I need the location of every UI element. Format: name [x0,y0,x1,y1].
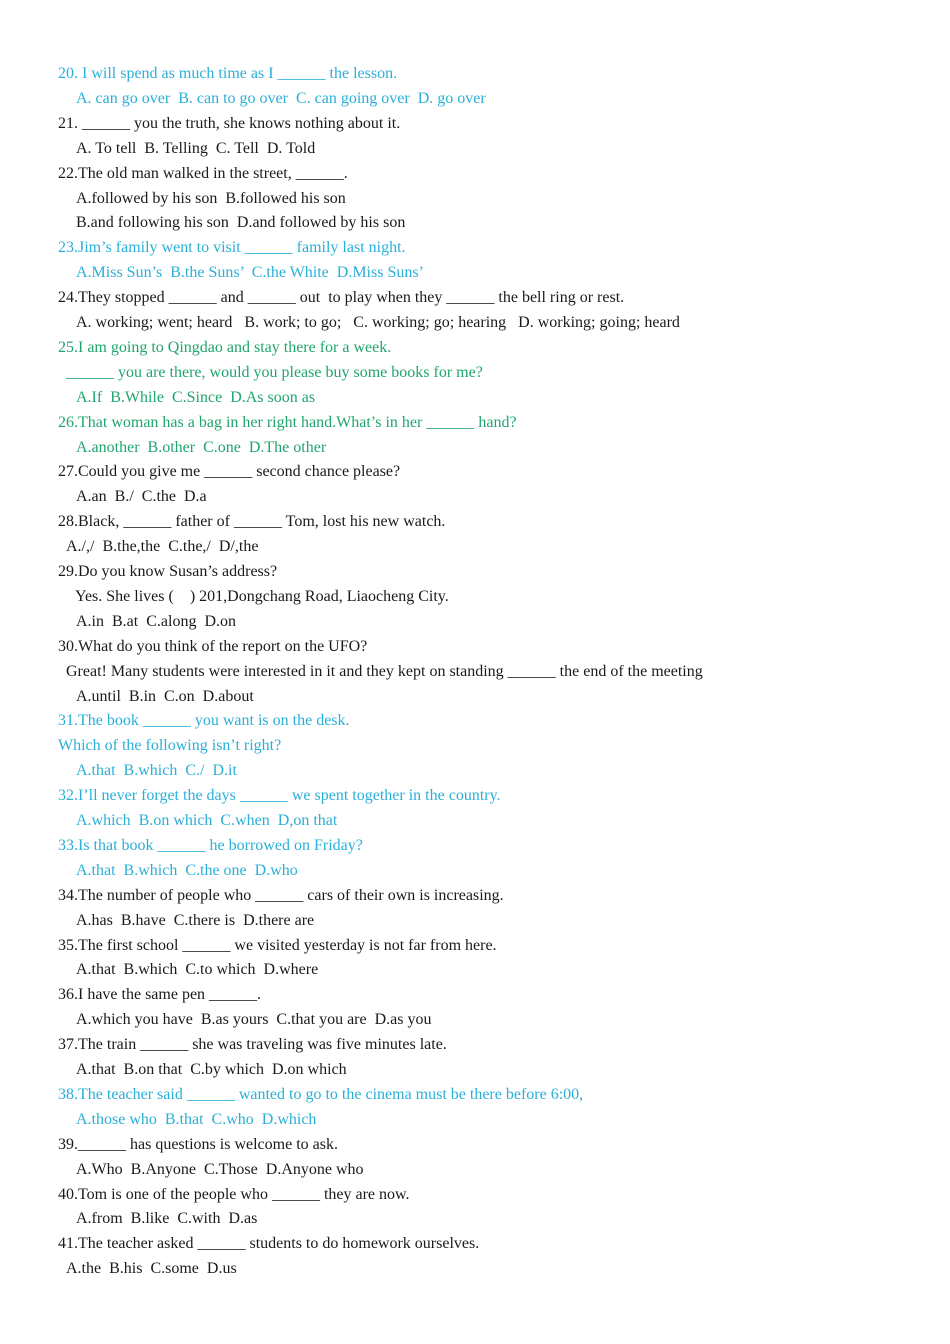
answer-options: ______ you are there, would you please buy some books for me? [66,364,483,381]
question-text: 35.The first school ______ we visited yesterday is not far from here. [58,937,497,954]
answer-options: A.Miss Sun’s B.the Suns’ C.the White D.Miss Suns’ [76,264,424,281]
answer-options: A.that B.which C.the one D.who [76,862,298,879]
answer-options: Great! Many students were interested in it and they kept on standing ______ the end of the meeting [66,663,703,680]
question-text: 40.Tom is one of the people who ______ they are now. [58,1186,410,1203]
answer-options: A./,/ B.the,the C.the,/ D/,the [66,538,259,555]
question-text: 23.Jim’s family went to visit ______ family last night. [58,239,406,256]
question-text: 30.What do you think of the report on the UFO? [58,638,368,655]
question-text: 26.That woman has a bag in her right hand.What’s in her ______ hand? [58,414,517,431]
question-text: Which of the following isn’t right? [58,737,282,754]
answer-options: A.those who B.that C.who D.which [76,1111,317,1128]
answer-options: A.in B.at C.along D.on [76,613,236,630]
question-text: 36.I have the same pen ______. [58,986,262,1003]
question-text: 28.Black, ______ father of ______ Tom, lost his new watch. [58,513,446,530]
answer-options: A.Who B.Anyone C.Those D.Anyone who [76,1161,364,1178]
question-text: 21. ______ you the truth, she knows nothing about it. [58,115,401,132]
answer-options: A.until B.in C.on D.about [76,688,254,705]
answer-options: A.from B.like C.with D.as [76,1210,258,1227]
question-text: 22.The old man walked in the street, ______. [58,165,348,182]
question-text: 39.______ has questions is welcome to ask. [58,1136,338,1153]
question-text: 38.The teacher said ______ wanted to go to the cinema must be there before 6:00, [58,1086,584,1103]
question-text: 37.The train ______ she was traveling was five minutes late. [58,1036,447,1053]
answer-options: A.has B.have C.there is D.there are [76,912,315,929]
answer-options: A.which you have B.as yours C.that you are D.as you [76,1011,432,1028]
answer-options: A.followed by his son B.followed his son [76,190,346,207]
question-text: 20. I will spend as much time as I ______ the lesson. [58,65,398,82]
answer-options: A.an B./ C.the D.a [76,488,207,505]
answer-options: A. To tell B. Telling C. Tell D. Told [76,140,316,157]
question-text: 32.I’ll never forget the days ______ we spent together in the country. [58,787,501,804]
answer-options: A.that B.which C./ D.it [76,762,237,779]
answer-options: A.which B.on which C.when D,on that [76,812,338,829]
answer-options: A.the B.his C.some D.us [66,1260,237,1277]
answer-options: A.that B.on that C.by which D.on which [76,1061,347,1078]
answer-options: Yes. She lives ( ) 201,Dongchang Road, Liaocheng City. [75,588,449,605]
question-text: 41.The teacher asked ______ students to do homework ourselves. [58,1235,480,1252]
question-text: 27.Could you give me ______ second chance please? [58,463,401,480]
answer-options: A. can go over B. can to go over C. can going over D. go over [76,90,486,107]
question-text: 24.They stopped ______ and ______ out to play when they ______ the bell ring or rest. [58,289,625,306]
answer-options: A.If B.While C.Since D.As soon as [76,389,316,406]
question-text: 34.The number of people who ______ cars of their own is increasing. [58,887,504,904]
answer-options: B.and following his son D.and followed by his son [76,214,406,231]
question-text: 31.The book ______ you want is on the desk. [58,712,350,729]
question-text: 33.Is that book ______ he borrowed on Friday? [58,837,363,854]
answer-options: A. working; went; heard B. work; to go; C. working; go; hearing D. working; going; heard [76,314,680,331]
question-text: 29.Do you know Susan’s address? [58,563,278,580]
question-text: 25.I am going to Qingdao and stay there for a week. [58,339,392,356]
answer-options: A.that B.which C.to which D.where [76,961,319,978]
answer-options: A.another B.other C.one D.The other [76,439,327,456]
